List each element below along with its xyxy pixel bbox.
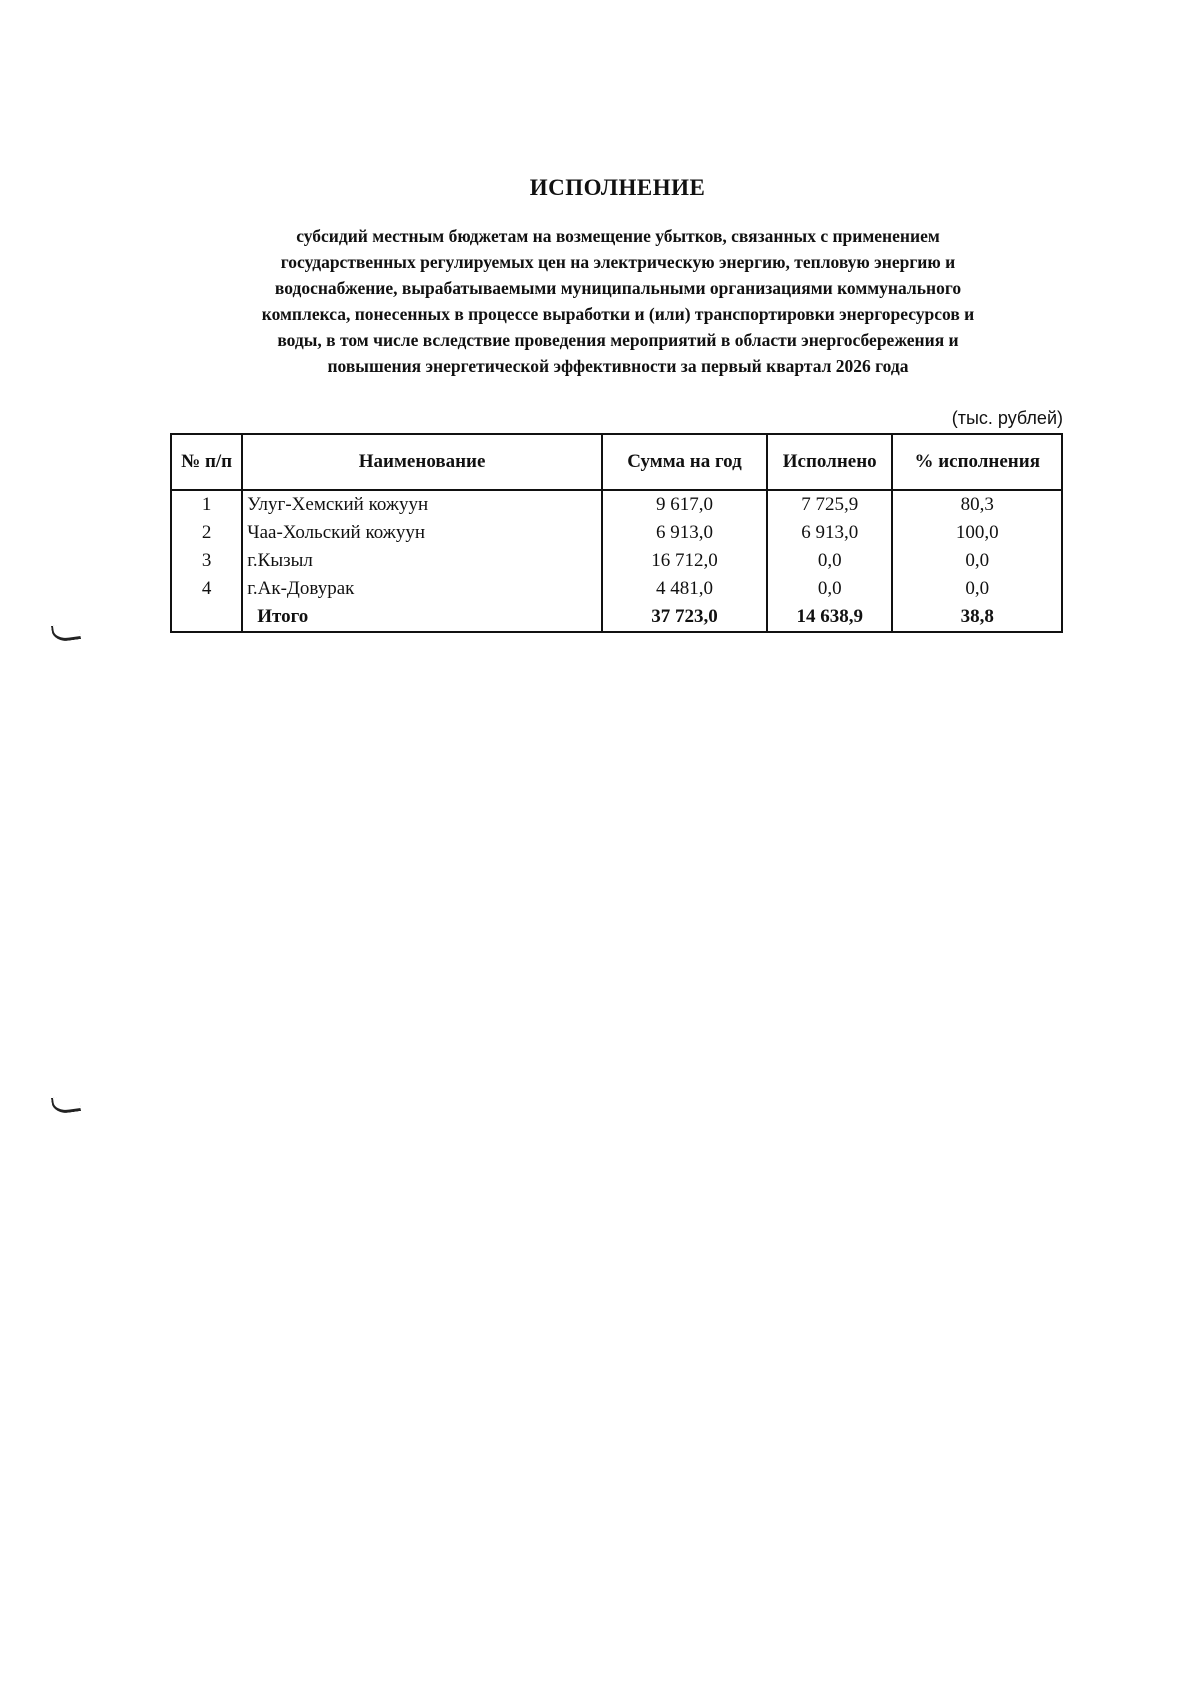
cell-done: 0,0 [767, 575, 892, 603]
cell-done: 6 913,0 [767, 519, 892, 547]
subtitle-line: повышения энергетической эффективности за первый квартал 2026 года [327, 356, 909, 376]
subtitle-line: воды, в том числе вследствие проведения мероприятий в области энергосбережения и [277, 330, 959, 350]
subtitle-line: государственных регулируемых цен на электрическую энергию, тепловую энергию и [280, 252, 956, 272]
header-done: Исполнено [767, 434, 892, 490]
cell-sum: 4 481,0 [602, 575, 767, 603]
cell-sum: 9 617,0 [602, 490, 767, 519]
cell-num: 3 [171, 547, 242, 575]
cell-pct: 0,0 [892, 547, 1062, 575]
table-row [171, 547, 1062, 575]
header-name: Наименование [242, 434, 602, 490]
table-row [171, 519, 1062, 547]
table-row [171, 575, 1062, 603]
execution-table [170, 433, 1063, 633]
table-header-row [171, 434, 1062, 490]
cell-sum: 16 712,0 [602, 547, 767, 575]
cell-num: 4 [171, 575, 242, 603]
total-pct: 38,8 [892, 603, 1062, 632]
subtitle-line: субсидий местным бюджетам на возмещение убытков, связанных с применением [296, 226, 940, 246]
cell-pct: 100,0 [892, 519, 1062, 547]
cell-done: 7 725,9 [767, 490, 892, 519]
cell-name: г.Ак-Довурак [242, 575, 602, 603]
units-note: (тыс. рублей) [951, 408, 1063, 428]
table-row [171, 490, 1062, 519]
total-label: Итого [242, 603, 602, 632]
header-num: № п/п [171, 434, 242, 490]
cell-pct: 80,3 [892, 490, 1062, 519]
cell-done: 0,0 [767, 547, 892, 575]
cell-num-empty [171, 603, 242, 632]
cell-name: г.Кызыл [242, 547, 602, 575]
subtitle-line: комплекса, понесенных в процессе выработки и (или) транспортировки энергоресурсов и [261, 304, 975, 324]
subtitle-line: водоснабжение, вырабатываемыми муниципальными организациями коммунального [274, 278, 962, 298]
table-total-row [171, 603, 1062, 632]
cell-name: Чаа-Хольский кожуун [242, 519, 602, 547]
binder-hole-mark [51, 622, 81, 643]
total-done: 14 638,9 [767, 603, 892, 632]
header-sum: Сумма на год [602, 434, 767, 490]
header-pct: % исполнения [892, 434, 1062, 490]
cell-pct: 0,0 [892, 575, 1062, 603]
cell-num: 1 [171, 490, 242, 519]
cell-sum: 6 913,0 [602, 519, 767, 547]
cell-name: Улуг-Хемский кожуун [242, 490, 602, 519]
cell-num: 2 [171, 519, 242, 547]
binder-hole-mark [51, 1094, 81, 1115]
document-title: ИСПОЛНЕНИЕ [529, 175, 706, 200]
total-sum: 37 723,0 [602, 603, 767, 632]
document-subtitle [190, 223, 1046, 379]
